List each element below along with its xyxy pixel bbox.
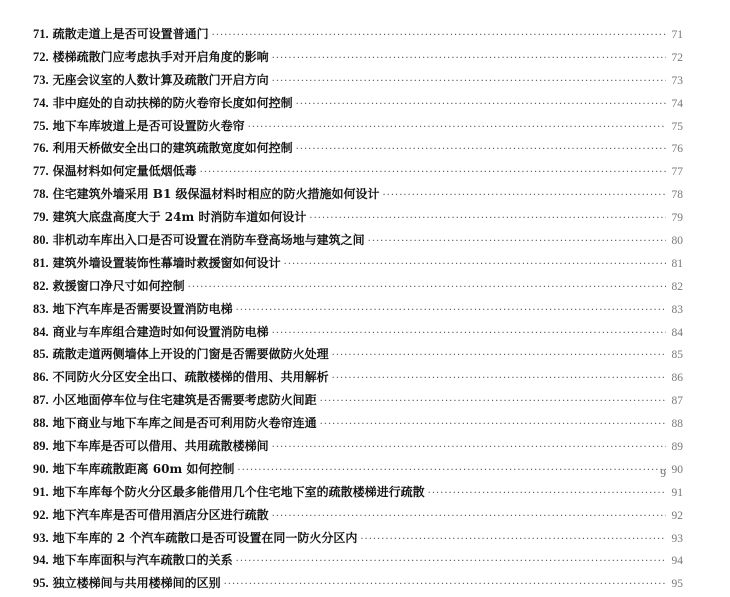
toc-entry-title: 疏散走道两侧墙体上开设的门窗是否需要做防火处理 <box>52 347 329 362</box>
toc-entry-number: 88. <box>33 416 49 431</box>
dot-leader <box>320 391 666 414</box>
toc-entry-page: 87 <box>671 395 683 408</box>
toc-entry[interactable] <box>33 46 683 69</box>
toc-entry-number: 73. <box>33 72 49 87</box>
toc-entry-page: 82 <box>671 280 683 293</box>
toc-entry-title: 住宅建筑外墙采用 B1 级保温材料时相应的防火措施如何设计 <box>52 187 380 202</box>
toc-entry[interactable] <box>33 252 683 275</box>
toc-entry-page: 73 <box>671 74 683 87</box>
toc-entry-number: 91. <box>33 484 49 499</box>
toc-entry-number: 95. <box>33 576 49 591</box>
toc-entry-title: 非机动车库出入口是否可设置在消防车登高场地与建筑之间 <box>52 233 365 248</box>
toc-entry-title: 地下车库每个防火分区最多能借用几个住宅地下室的疏散楼梯进行疏散 <box>52 484 425 499</box>
toc-entry-page: 85 <box>671 349 683 362</box>
toc-entry-title: 救援窗口净尺寸如何控制 <box>52 278 185 293</box>
toc-entry-number: 78. <box>33 187 49 202</box>
toc-entry-number: 82. <box>33 278 49 293</box>
dot-leader <box>272 71 666 94</box>
toc-entry-number: 94. <box>33 553 49 568</box>
toc-entry-title: 保温材料如何定量低烟低毒 <box>52 164 197 179</box>
dot-leader <box>296 139 666 162</box>
toc-entry-page: 80 <box>671 235 683 248</box>
toc-entry[interactable] <box>33 343 683 366</box>
toc-entry-page: 91 <box>671 486 683 499</box>
dot-leader <box>309 208 666 231</box>
toc-entry-number: 75. <box>33 118 49 133</box>
toc-entry[interactable] <box>33 572 683 595</box>
page-number: 9 <box>660 468 666 480</box>
toc-entry-page: 77 <box>671 166 683 179</box>
toc-entry-number: 72. <box>33 49 49 64</box>
dot-leader <box>188 277 666 300</box>
toc-entry-title: 地下车库的 2 个汽车疏散口是否可设置在同一防火分区内 <box>52 530 358 545</box>
toc-entry[interactable] <box>33 298 683 321</box>
dot-leader <box>272 506 666 529</box>
toc-entry[interactable] <box>33 549 683 572</box>
toc-entry-number: 74. <box>33 95 49 110</box>
toc-entry-title: 疏散走道上是否可设置普通门 <box>52 27 209 41</box>
toc-entry-title: 地下车库坡道上是否可设置防火卷帘 <box>52 118 245 133</box>
toc-entry-number: 81. <box>33 255 49 270</box>
toc-entry[interactable] <box>33 115 683 138</box>
toc-entry-page: 95 <box>671 578 683 591</box>
toc-entry-title: 地下车库是否可以借用、共用疏散楼梯间 <box>52 439 269 454</box>
toc-entry[interactable] <box>33 481 683 504</box>
toc-entry-page: 81 <box>671 257 683 270</box>
toc-entry-number: 85. <box>33 347 49 362</box>
toc-entry[interactable] <box>33 435 683 458</box>
dot-leader <box>332 368 666 391</box>
table-of-contents <box>33 23 683 595</box>
toc-entry-page: 94 <box>671 555 683 568</box>
toc-entry-page: 71 <box>671 29 683 41</box>
toc-entry[interactable] <box>33 366 683 389</box>
toc-entry[interactable] <box>33 458 683 481</box>
dot-leader <box>236 551 666 574</box>
toc-entry-title: 无座会议室的人数计算及疏散门开启方向 <box>52 72 269 87</box>
dot-leader <box>200 162 666 185</box>
dot-leader <box>360 529 666 552</box>
toc-entry-page: 74 <box>671 97 683 110</box>
toc-entry-number: 92. <box>33 507 49 522</box>
toc-entry-number: 86. <box>33 370 49 385</box>
dot-leader <box>272 323 666 346</box>
dot-leader <box>237 460 666 483</box>
toc-entry-number: 77. <box>33 164 49 179</box>
toc-entry-title: 地下汽车库是否需要设置消防电梯 <box>52 301 233 316</box>
toc-entry-number: 93. <box>33 530 49 545</box>
toc-entry[interactable] <box>33 321 683 344</box>
toc-entry-title: 独立楼梯间与共用楼梯间的区别 <box>52 576 221 591</box>
toc-entry[interactable] <box>33 69 683 92</box>
toc-entry-number: 71. <box>33 27 49 41</box>
toc-entry-page: 75 <box>671 120 683 133</box>
toc-entry-number: 84. <box>33 324 49 339</box>
toc-entry-title: 地下车库面积与汽车疏散口的关系 <box>52 553 233 568</box>
toc-entry-page: 78 <box>671 189 683 202</box>
toc-entry[interactable] <box>33 183 683 206</box>
toc-entry[interactable] <box>33 229 683 252</box>
dot-leader <box>224 574 666 597</box>
toc-entry-number: 89. <box>33 439 49 454</box>
dot-leader <box>272 48 666 71</box>
dot-leader <box>272 437 666 460</box>
toc-entry-page: 93 <box>671 532 683 545</box>
dot-leader <box>320 414 666 437</box>
toc-entry-number: 90. <box>33 461 49 476</box>
dot-leader <box>368 231 666 254</box>
toc-entry-page: 76 <box>671 143 683 156</box>
toc-entry[interactable] <box>33 137 683 160</box>
dot-leader <box>382 185 666 208</box>
toc-entry-title: 楼梯疏散门应考虑执手对开启角度的影响 <box>52 49 269 64</box>
toc-entry-page: 86 <box>671 372 683 385</box>
toc-entry[interactable] <box>33 275 683 298</box>
toc-entry[interactable] <box>33 389 683 412</box>
toc-entry[interactable] <box>33 504 683 527</box>
toc-entry-title: 非中庭处的自动扶梯的防火卷帘长度如何控制 <box>52 95 293 110</box>
toc-entry-page: 88 <box>671 418 683 431</box>
toc-entry-number: 80. <box>33 233 49 248</box>
toc-entry-number: 79. <box>33 210 49 225</box>
dot-leader <box>332 345 666 368</box>
toc-entry[interactable] <box>33 23 683 46</box>
toc-entry-title: 利用天桥做安全出口的建筑疏散宽度如何控制 <box>52 141 293 156</box>
toc-entry-title: 建筑大底盘高度大于 24m 时消防车道如何设计 <box>52 210 307 225</box>
dot-leader <box>248 117 666 140</box>
dot-leader <box>428 483 666 506</box>
dot-leader <box>296 94 666 117</box>
toc-entry-title: 地下汽车库是否可借用酒店分区进行疏散 <box>52 507 269 522</box>
toc-entry-title: 小区地面停车位与住宅建筑是否需要考虑防火间距 <box>52 393 317 408</box>
toc-entry-title: 地下车库疏散距离 60m 如何控制 <box>52 461 235 476</box>
toc-entry-number: 83. <box>33 301 49 316</box>
dot-leader <box>236 300 666 323</box>
toc-entry-title: 商业与车库组合建造时如何设置消防电梯 <box>52 324 269 339</box>
toc-entry-page: 79 <box>671 212 683 225</box>
toc-entry-number: 76. <box>33 141 49 156</box>
toc-entry-page: 83 <box>671 303 683 316</box>
dot-leader <box>212 25 666 48</box>
toc-entry[interactable] <box>33 412 683 435</box>
toc-entry-title: 建筑外墙设置装饰性幕墙时救援窗如何设计 <box>52 255 281 270</box>
toc-entry-page: 90 <box>671 463 683 476</box>
toc-entry-page: 89 <box>671 441 683 454</box>
toc-entry[interactable] <box>33 160 683 183</box>
toc-entry-number: 87. <box>33 393 49 408</box>
dot-leader <box>284 254 666 277</box>
toc-entry-title: 地下商业与地下车库之间是否可利用防火卷帘连通 <box>52 416 317 431</box>
toc-entry-title: 不同防火分区安全出口、疏散楼梯的借用、共用解析 <box>52 370 329 385</box>
toc-entry-page: 92 <box>671 509 683 522</box>
toc-entry-page: 84 <box>671 326 683 339</box>
toc-entry[interactable] <box>33 527 683 550</box>
toc-entry-page: 72 <box>671 51 683 64</box>
toc-entry[interactable] <box>33 206 683 229</box>
toc-entry[interactable] <box>33 92 683 115</box>
